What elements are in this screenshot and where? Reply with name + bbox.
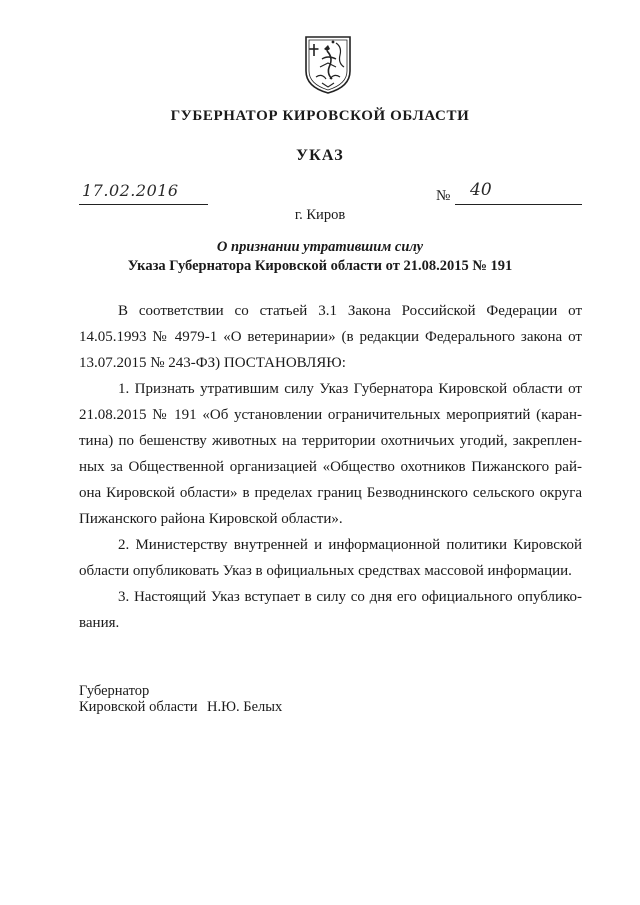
subject-line-1: О признании утратившим силу xyxy=(216,239,424,255)
preamble-line: 14.05.1993 № 4979-1 «О ветеринарии» (в редакции Федерального закона от xyxy=(79,329,582,345)
item-2-line: 2. Министерству внутренней и информационной политики Кировской xyxy=(118,537,582,553)
item-3-line: вания. xyxy=(79,615,120,631)
number-label: № xyxy=(436,188,451,204)
signer-name: Н.Ю. Белых xyxy=(207,699,283,715)
item-1-line: Пижанского района Кировской области». xyxy=(79,511,343,527)
item-1-line: 1. Признать утратившим силу Указ Губернатора Кировской области от xyxy=(118,381,582,397)
preamble-line: В соответствии со статьей 3.1 Закона Российской Федерации от xyxy=(118,303,582,319)
document-type: УКАЗ xyxy=(296,147,344,164)
document-number: 40 xyxy=(470,180,492,200)
item-2-line: области опубликовать Указ в официальных средствах массовой информации. xyxy=(79,563,572,579)
item-3-line: 3. Настоящий Указ вступает в силу со дня его официального опублико- xyxy=(118,589,582,605)
subject-line-2: Указа Губернатора Кировской области от 21.08.2015 № 191 xyxy=(127,258,513,274)
item-1-line: тина) по бешенству животных на территории охотничьих угодий, закреплен- xyxy=(79,433,582,449)
signer-position-line-2: Кировской области xyxy=(79,699,198,715)
item-1-line: она Кировской области» в пределах границ Безводнинского сельского округа xyxy=(79,485,582,501)
kirov-region-coat-of-arms-icon xyxy=(300,33,356,95)
issuing-authority: ГУБЕРНАТОР КИРОВСКОЙ ОБЛАСТИ xyxy=(170,108,470,124)
item-1-line: 21.08.2015 № 191 «Об установлении ограничительных мероприятий (каран- xyxy=(79,407,582,423)
city: г. Киров xyxy=(294,207,346,223)
preamble-line: 13.07.2015 № 243-ФЗ) ПОСТАНОВЛЯЮ: xyxy=(79,355,346,371)
signer-position-line-1: Губернатор xyxy=(79,683,150,699)
item-1-line: ных за Общественной организацией «Общество охотников Пижанского рай- xyxy=(79,459,582,475)
document-date: 17.02.2016 xyxy=(82,181,179,200)
